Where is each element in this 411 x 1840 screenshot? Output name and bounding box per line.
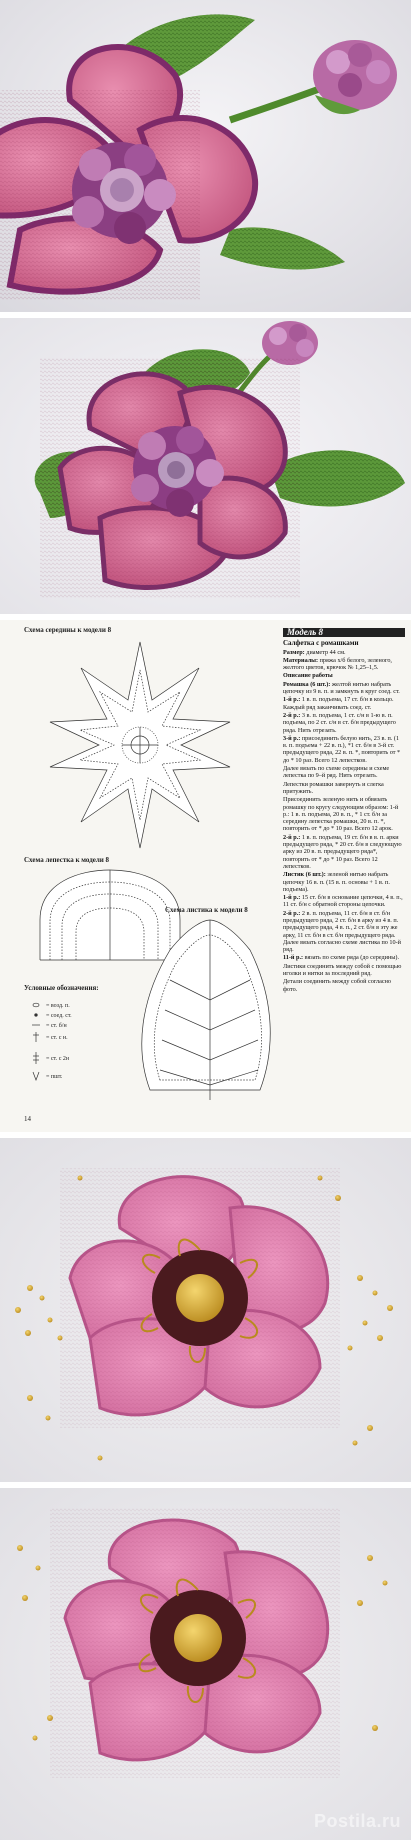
instruction-text: Присоединить зеленую нить и обвязать ромашку по кругу следующим образом: 1-й р.: 1 в. п. подъема, 20 в. п., * 1 ст. б/н за середину лепестка ромашки, 20 в. п. *, повторить от * до * 10 раз. Всего 12 арок.	[283, 796, 399, 833]
instruction-lead: 11-й р.:	[283, 954, 304, 962]
page-number: 14	[24, 1115, 31, 1123]
instruction-text: Лепестки ромашки завернуть и слегка притужить.	[283, 780, 384, 795]
instruction-paragraph	[283, 834, 405, 870]
petal-diagram	[40, 870, 180, 960]
instruction-text: 1 в. п. подъема, 17 ст. б/н в кольцо. Каждый ряд заканчивать соед. ст.	[283, 696, 394, 711]
flower-shape	[40, 358, 300, 598]
instruction-lead: Описание работы	[283, 672, 333, 680]
instruction-paragraph	[283, 954, 405, 961]
instruction-text: зеленой нитью набрать цепочку 16 в. п. (15 в. п. основы + 1 в. п. подъема).	[283, 871, 390, 893]
flower-shape	[50, 1508, 340, 1778]
legend-title: Условные обозначения:	[24, 984, 99, 992]
legend-item: = пшт.	[46, 1074, 63, 1080]
instruction-paragraph	[283, 796, 405, 832]
legend	[32, 1003, 40, 1080]
photo-crochet-flower-closeup	[0, 0, 411, 312]
pattern-description	[283, 628, 405, 994]
instruction-paragraph	[283, 765, 405, 780]
instruction-paragraph	[283, 871, 405, 893]
instruction-lead: 1-й р.:	[283, 696, 301, 704]
instruction-lead: 1-й р.:	[283, 894, 301, 902]
instruction-text: Далее вязать по схеме середины и схеме лепестка по 9–й ряд. Нить отрезать.	[283, 765, 390, 780]
instruction-text: Детали соединить между собой согласно фото.	[283, 978, 392, 993]
instruction-lead: Листик (6 шт.):	[283, 871, 326, 879]
instruction-paragraph	[283, 978, 405, 993]
model-subtitle: Салфетка с ромашками	[283, 639, 359, 648]
instruction-paragraph	[283, 696, 405, 711]
instruction-lead: 2-й р.:	[283, 833, 301, 841]
legend-item: = ст. б/н	[46, 1023, 67, 1029]
instruction-text: желтой нитью набрать цепочку из 9 в. п. и замкнуть в круг соед. ст.	[283, 680, 400, 696]
instruction-text: диаметр 44 см.	[304, 648, 346, 656]
photo-beaded-pink-flower-second	[0, 1488, 411, 1840]
legend-item: = ст. с 2н	[46, 1056, 70, 1062]
instruction-text: Листики соединить между собой с помощью иголки и нитки за последний ряд.	[283, 962, 402, 978]
instruction-lead: Ромашка (6 шт.):	[283, 680, 331, 688]
instruction-text: присоединить белую нить, 23 в. п. (1 в. п. подъема + 22 в. п.), *1 ст. б/н в 3-й ст. предыдущего ряда, 22 в. п. *, повторить от * до * 10 раз. Всего 12 лепестков.	[283, 734, 401, 764]
legend-item: = соед. ст.	[46, 1013, 72, 1019]
instruction-paragraph	[283, 649, 405, 656]
petal-diagram-title: Схема лепестка к модели 8	[24, 856, 110, 864]
instruction-text: 2 в. п. подъема, 11 ст. б/н в ст. б/н предыдущего ряда, 2 ст. б/н в арку из 4 в. п. предыдущего ряда, 4 в. п., 2 ст. б/н в эту же арку, 11 ст. б/н в ст. б/н предыдущего ряда. Далее вязать согласно схеме листика по 10-й ряд.	[283, 909, 401, 954]
legend-item: = возд. п.	[46, 1003, 70, 1009]
model-heading: Модель 8	[283, 628, 405, 637]
instruction-lead: 2-й р.:	[283, 909, 301, 917]
instruction-lead: 2-й р.:	[283, 711, 301, 719]
instruction-text: пряжа х/б белого, зеленого, желтого цветов, крючок № 1,25–1,5.	[283, 656, 392, 672]
watermark-logo: Postila.ru	[313, 1811, 401, 1831]
instruction-lead: Размер:	[283, 648, 305, 656]
photo-beaded-pink-flower	[0, 1138, 411, 1482]
instruction-lead: 3-й р.:	[283, 734, 301, 742]
flower-shape	[60, 1168, 340, 1428]
instruction-text: 1 в. п. подъема, 19 ст. б/н в в. п. арки предыдущего ряда, * 20 ст. б/н в следующую арку из 20 в. п. предыдущего ряда*, повторить от * до * 10 раз. Всего 12 лепестков.	[283, 833, 402, 870]
legend-item: = ст. с н.	[46, 1035, 68, 1041]
pattern-page	[0, 620, 411, 1132]
instructions-body	[283, 649, 405, 993]
instruction-paragraph	[283, 657, 405, 672]
instruction-paragraph	[283, 681, 405, 696]
center-diagram	[50, 642, 230, 848]
instruction-lead: Материалы:	[283, 656, 319, 664]
instruction-paragraph	[283, 735, 405, 764]
instruction-text: 15 ст. б/н в основание цепочки, 4 в. п., 11 ст. б/н с обратной стороны цепочки.	[283, 894, 403, 909]
center-diagram-title: Схема середины к модели 8	[24, 626, 112, 634]
leaf-diagram-title: Схема листика к модели 8	[165, 906, 248, 914]
instruction-paragraph	[283, 781, 405, 796]
instruction-paragraph	[283, 910, 405, 954]
instruction-paragraph	[283, 963, 405, 978]
instruction-paragraph	[283, 712, 405, 734]
instruction-paragraph	[283, 672, 405, 679]
instruction-text: вязать по схеме ряда (до середины).	[303, 954, 400, 962]
instruction-paragraph	[283, 894, 405, 909]
instruction-text: 3 в. п. подъема, 1 ст. с/н в 1-ю в. п. подъема, по 2 ст. с/н в ст. б/н предыдущего ряда. Нить отрезать.	[283, 711, 396, 734]
photo-crochet-flower-with-leaves	[0, 318, 411, 614]
